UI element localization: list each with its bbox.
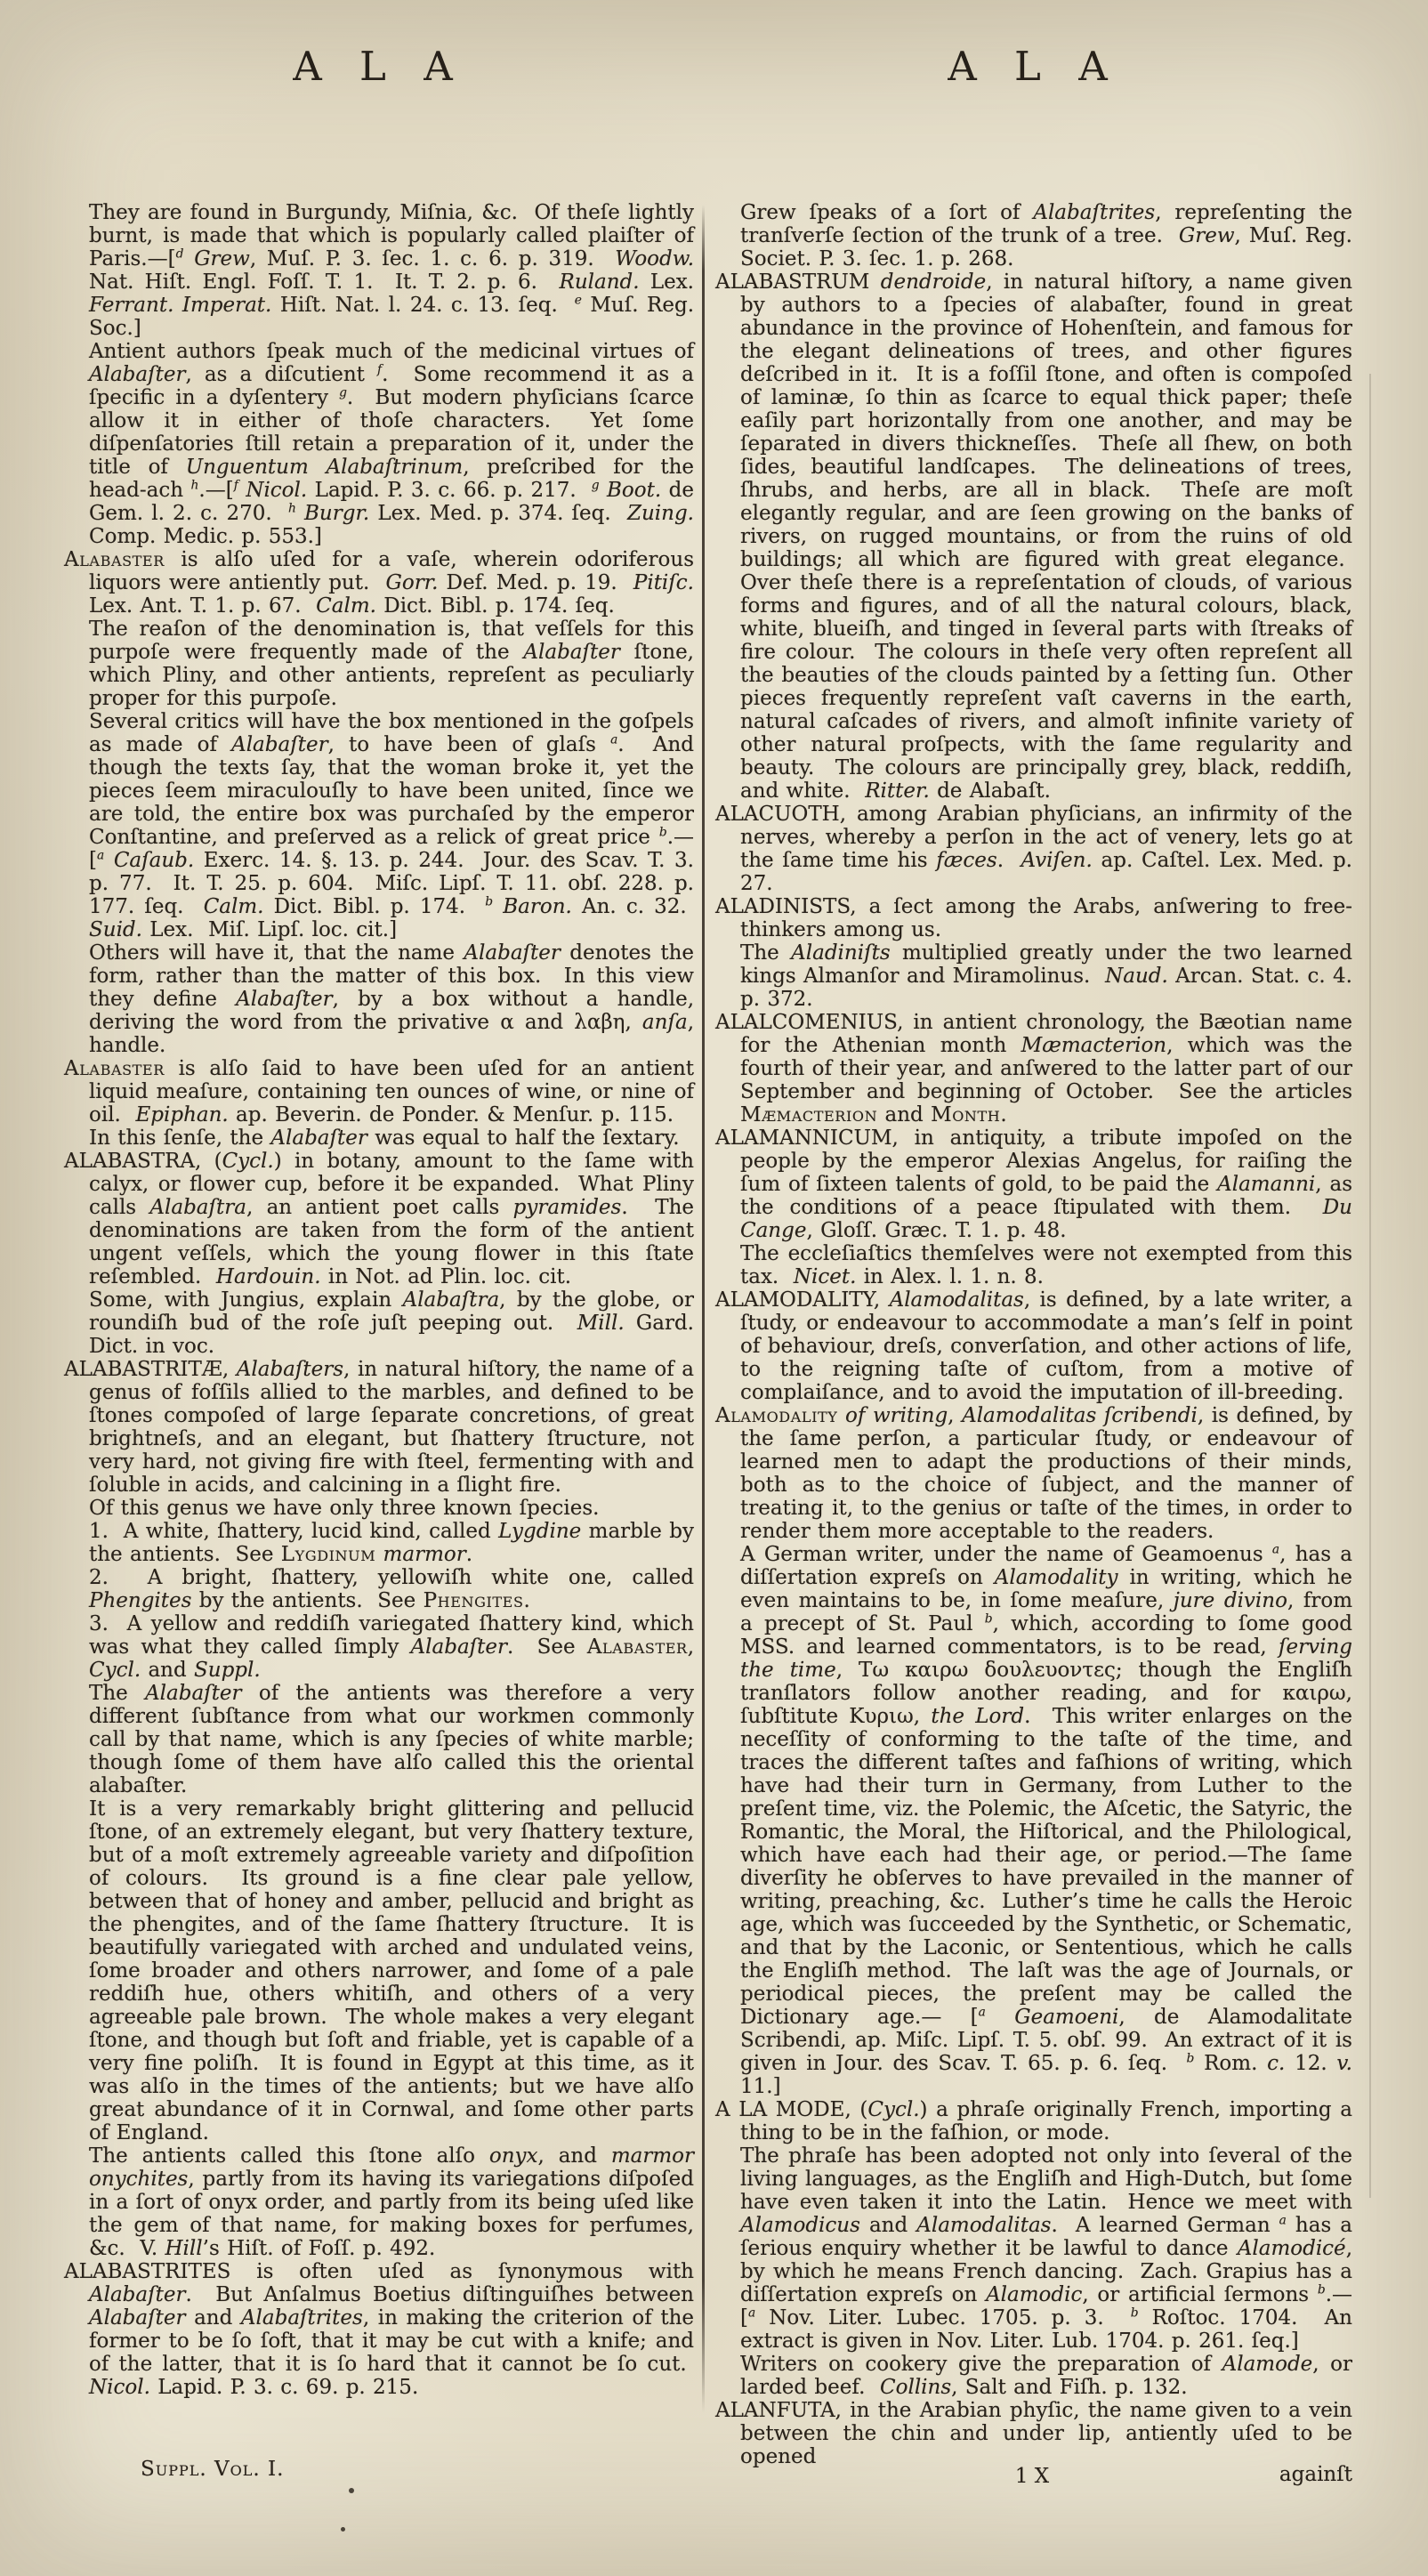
entry-paragraph: Alabaster is alſo uſed for a vaſe, wherein odoriferous liquors were antiently put. Gorr. Def. Med. p. 19. Pitiſc. Lex. Ant. T. 1. p. 67. Calm. Dict. Bibl. p. 174. ſeq.	[64, 548, 694, 618]
ink-speck	[341, 2527, 345, 2532]
text-paragraph: The reaſon of the denomination is, that veſſels for this purpoſe were frequently made of the Alabaſter ſtone, which Pliny, and other antients, repreſent as peculiarly proper for this purpoſe.	[89, 618, 694, 710]
catchword: againſt	[1279, 2463, 1352, 2486]
entry-paragraph: ALABASTRUM dendroide, in natural hiſtory, a name given by authors to a ſpecies of alabaſter, found in great abundance in the province of Hohenſtein, and famous for the elegant delineations of trees, and other figures deſcribed in it. It is a foſſil ſtone, and often is compoſed of laminæ, ſo thin as ſcarce to equal thick paper; theſe eaſily part horizontally from one another, and may be ſeparated in divers thickneſſes. Theſe all ſhew, on both ſides, beautiful landſcapes. The delineations of trees, ſhrubs, and herbs, are all in black. Theſe are moſt elegantly regular, and are ſeen growing on the banks of rivers, on rugged mountains, or from the ruins of old buildings; all which are figured with great elegance. Over theſe there is a repreſentation of clouds, of various forms and figures, and of all the natural colours, black, white, blueiſh, and tinged in ſeveral parts with ſtreaks of fire colour. The colours in theſe very often repreſent all the beauties of the clouds painted by a ſetting ſun. Other pieces frequently repreſent vaſt caverns in the earth, natural caſcades of rivers, and almoſt infinite variety of other natural proſpects, with the ſame regularity and beauty. The colours are principally grey, black, reddiſh, and white. Ritter. de Alabaſt.	[715, 271, 1352, 803]
text-paragraph: The eccleſiaſtics themſelves were not exempted from this tax. Nicet. in Alex. l. 1. n. 8.	[740, 1242, 1352, 1288]
page-header-left: A L A	[293, 43, 465, 90]
text-paragraph: The Alabaſter of the antients was therefore a very different ſubſtance from what our workmen commonly call by that name, which is any ſpecies of white marble; though ſome of them have alſo called this the oriental alabaſter.	[89, 1682, 694, 1797]
entry-paragraph: Alabaster is alſo ſaid to have been uſed for an antient liquid meaſure, containing ten ounces of wine, or nine of oil. Epiphan. ap. Beverin. de Ponder. & Menſur. p. 115.	[64, 1057, 694, 1126]
text-paragraph: 2. A bright, ſhattery, yellowiſh white one, called Phengites by the antients. See Phengites.	[89, 1566, 694, 1612]
text-paragraph: The Aladiniſts multiplied greatly under the two learned kings Almanſor and Miramolinus. Naud. Arcan. Stat. c. 4. p. 372.	[740, 941, 1353, 1011]
text-paragraph: It is a very remarkably bright glittering and pellucid ſtone, of an extremely elegant, but very ſhattery texture, but of a moſt extremely agreeable variety and diſpoſition of colours. Its ground is a fine clear pale yellow, between that of honey and amber, pellucid and bright as the phengites, and of the ſame ſhattery ſtructure. It is beautifully variegated with arched and undulated veins, ſome broader and others narrower, and ſome of a pale reddiſh hue, others whitiſh, and others of a very agreeable pale brown. The whole makes a very elegant ſtone, and though but ſoft and friable, yet is capable of a very fine poliſh. It is found in Egypt at this time, as it was alſo in the times of the antients; but we have alſo great abundance of it in Cornwal, and ſome other parts of England.	[89, 1797, 694, 2144]
text-paragraph: Antient authors ſpeak much of the medicinal virtues of Alabaſter, as a diſcutient $^f$. Some recommend it as a ſpecific in a dyſentery $^g$. But modern phyſicians ſcarce allow it in either of thoſe characters. Yet ſome diſpenſatories ſtill retain a preparation of it, under the title of Unguentum Alabaſtrinum, preſcribed for the head-ach $^h$.—[$^f$ Nicol. Lapid. P. 3. c. 66. p. 217. $^g$ Boot. de Gem. l. 2. c. 270. $^h$ Burgr. Lex. Med. p. 374. ſeq. Zuing. Comp. Medic. p. 553.]	[89, 340, 695, 548]
entry-paragraph: ALAMODALITY, Alamodalitas, is defined, by a late writer, a ſtudy, or endeavour to accommodate a man’s ſelf in point of behaviour, dreſs, converſation, and other actions of life, to the reigning taſte of cuſtom, from a motive of complaiſance, and to avoid the imputation of ill-breeding.	[715, 1288, 1353, 1404]
ink-speck	[349, 2488, 354, 2493]
column-divider-rule	[702, 205, 705, 2413]
text-paragraph: Several critics will have the box mentioned in the goſpels as made of Alabaſter, to have been of glaſs $^a$. And though the texts ſay, that the woman broke it, yet the pieces ſeem miraculouſly to have been united, ſince we are told, the entire box was purchaſed by the emperor Conſtantine, and preſerved as a relick of great price $^b$.—[$^a$ Caſaub. Exerc. 14. §. 13. p. 244. Jour. des Scav. T. 3. p. 77. It. T. 25. p. 604. Miſc. Lipſ. T. 11. obſ. 228. p. 177. ſeq. Calm. Dict. Bibl. p. 174. $^b$ Baron. An. c. 32. Suid. Lex. Miſ. Lipſ. loc. cit.]	[89, 710, 695, 941]
entry-paragraph: Alamodality of writing, Alamodalitas ſcribendi, is defined, by the ſame perſon, a particular ſtudy, or endeavour of learned men to adapt the productions of their minds, both as to the choice of ſubject, and the manner of treating it, to the genius or taſte of the times, in order to render them more acceptable to the readers.	[715, 1404, 1352, 1543]
volume-signature: Suppl. Vol. I.	[141, 2458, 285, 2481]
text-column-right	[715, 201, 1352, 2468]
text-paragraph: In this ſenſe, the Alabaſter was equal to half the ſextary.	[89, 1126, 680, 1150]
entry-paragraph: ALABASTRITES is often uſed as ſynonymous with Alabaſter. But Anſalmus Boetius diſtinguiſhes between Alabaſter and Alabaſtrites, in making the criterion of the former to be ſo ſoft, that it may be cut with a knife; and of the latter, that it is ſo hard that it cannot be ſo cut. Nicol. Lapid. P. 3. c. 69. p. 215.	[64, 2260, 694, 2399]
entry-paragraph: ALAMANNICUM, in antiquity, a tribute impoſed on the people by the emperor Alexias Angelus, for raiſing the ſum of ſixteen talents of gold, to be paid the Alamanni, as the conditions of a peace ſtipulated with them. Du Cange, Gloſſ. Græc. T. 1. p. 48.	[715, 1126, 1353, 1242]
text-column-left	[64, 201, 694, 2399]
text-paragraph: The antients called this ſtone alſo onyx, and marmor onychites, partly from its having its variegations diſpoſed in a ſort of onyx order, and partly from its being uſed like the gem of that name, for making boxes for perfumes, &c. V. Hill’s Hiſt. of Foſſ. p. 492.	[89, 2144, 694, 2260]
entry-paragraph: ALALCOMENIUS, in antient chronology, the Bæotian name for the Athenian month Mæmacterion, which was the fourth of their year, and anſwered to the latter part of our September and beginning of October. See the articles Mæmacterion and Month.	[715, 1011, 1353, 1126]
entry-paragraph: ALABASTRITÆ, Alabaſters, in natural hiſtory, the name of a genus of foſſils allied to the marbles, and defined to be ſtones compoſed of large ſeparate concretions, of great brightneſs, and an elegant, but ſhattery ſtructure, not very hard, not giving fire with ſteel, fermenting with and ſoluble in acids, and calcining in a ſlight fire.	[64, 1358, 694, 1497]
right-edge-rule	[1369, 374, 1371, 2198]
text-paragraph: The phraſe has been adopted not only into ſeveral of the living languages, as the Engliſh and High-Dutch, but ſome have even taken it into the Latin. Hence we meet with Alamodicus and Alamodalitas. A learned German $^a$ has a ſerious enquiry whether it be lawful to dance Alamodicé, by which he means French dancing. Zach. Grapius has a diſſertation expreſs on Alamodic, or artificial ſermons $^b$.—[$^a$ Nov. Liter. Lubec. 1705. p. 3. $^b$ Roſtoc. 1704. An extract is given in Nov. Liter. Lub. 1704. p. 261. ſeq.]	[740, 2144, 1352, 2353]
entry-paragraph: ALABASTRA, (Cycl.) in botany, amount to the ſame with calyx, or flower cup, before it be expanded. What Pliny calls Alabaſtra, an antient poet calls pyramides. The denominations are taken from the form of the antient ungent veſſels, which the young flower in this ſtate reſembled. Hardouin. in Not. ad Plin. loc. cit.	[64, 1150, 695, 1288]
page-header-right: A L A	[948, 43, 1120, 90]
text-paragraph: A German writer, under the name of Geamoenus $^a$, has a diſſertation expreſs on Alamodality in writing, which he even maintains to be, in ſome meaſure, jure divino, from a precept of St. Paul $^b$, which, according to ſome good MSS. and learned commentators, is to be read, ſerving the time, Τω καιρω δουλευοντες; though the Engliſh tranſlators follow another reading, and for καιρω, ſubſtitute Κυριω, the Lord. This writer enlarges on the neceſſity of conforming to the taſte of the time, and traces the different taſtes and faſhions of writing, which have had their turn in Germany, from Luther to the preſent time, viz. the Polemic, the Aſcetic, the Satyric, the Romantic, the Moral, the Hiſtorical, and the Philological, which have each had their age, or period.—The ſame diverſity he obſerves to have prevailed in the manner of writing, preaching, &c. Luther’s time he calls the Heroic age, which was ſucceeded by the Synthetic, or Schematic, and that by the Laconic, or Sententious, which he calls the Engliſh method. The laſt was the age of Journals, or periodical pieces, the preſent may be called the Dictionary age.— [$^a$ Geamoeni, de Alamodalitate Scribendi, ap. Miſc. Lipſ. T. 5. obſ. 99. An extract of it is given in Jour. des Scav. T. 65. p. 6. ſeq. $^b$ Rom. c. 12. v. 11.]	[740, 1542, 1353, 2098]
entry-paragraph: A LA MODE, (Cycl.) a phraſe originally French, importing a thing to be in the faſhion, or mode.	[715, 2098, 1352, 2144]
text-paragraph: They are found in Burgundy, Miſnia, &c. Of theſe lightly burnt, is made that which is popularly called plaiſter of Paris.—[$^d$ Grew, Muſ. P. 3. ſec. 1. c. 6. p. 319. Woodw. Nat. Hiſt. Engl. Foſſ. T. 1. It. T. 2. p. 6. Ruland. Lex. Ferrant. Imperat. Hiſt. Nat. l. 24. c. 13. ſeq. $^e$ Muſ. Reg. Soc.]	[89, 201, 694, 340]
entry-paragraph: ALACUOTH, among Arabian phyſicians, an infirmity of the nerves, whereby a perſon in the act of venery, lets go at the ſame time his fæces. Aviſen. ap. Caſtel. Lex. Med. p. 27.	[715, 803, 1352, 895]
sheet-signature: 1 X	[1014, 2465, 1050, 2488]
entry-paragraph: ALANFUTA, in the Arabian phyſic, the name given to a vein between the chin and under lip, antiently uſed to be opened	[715, 2399, 1352, 2468]
text-paragraph: Others will have it, that the name Alabaſter denotes the form, rather than the matter of this box. In this view they define Alabaſter, by a box without a handle, deriving the word from the privative α and λαβη, anſa, handle.	[89, 941, 695, 1057]
text-paragraph: 3. A yellow and reddiſh variegated ſhattery kind, which was what they called ſimply Alabaſter. See Alabaster, Cycl. and Suppl.	[89, 1612, 695, 1682]
text-paragraph: Of this genus we have only three known ſpecies.	[89, 1497, 600, 1520]
text-paragraph: 1. A white, ſhattery, lucid kind, called Lygdine marble by the antients. See Lygdinum marmor.	[89, 1520, 694, 1566]
text-paragraph: Grew ſpeaks of a ſort of Alabaſtrites, repreſenting the tranſverſe ſection of the trunk of a tree. Grew, Muſ. Reg. Societ. P. 3. ſec. 1. p. 268.	[740, 201, 1352, 271]
entry-paragraph: ALADINISTS, a ſect among the Arabs, anſwering to free-thinkers among us.	[715, 895, 1352, 941]
text-paragraph: Some, with Jungius, explain Alabaſtra, by the globe, or roundiſh bud of the roſe juſt peeping out. Mill. Gard. Dict. in voc.	[89, 1288, 695, 1358]
text-paragraph: Writers on cookery give the preparation of Alamode, or larded beef. Collins, Salt and Fiſh. p. 132.	[740, 2353, 1352, 2399]
